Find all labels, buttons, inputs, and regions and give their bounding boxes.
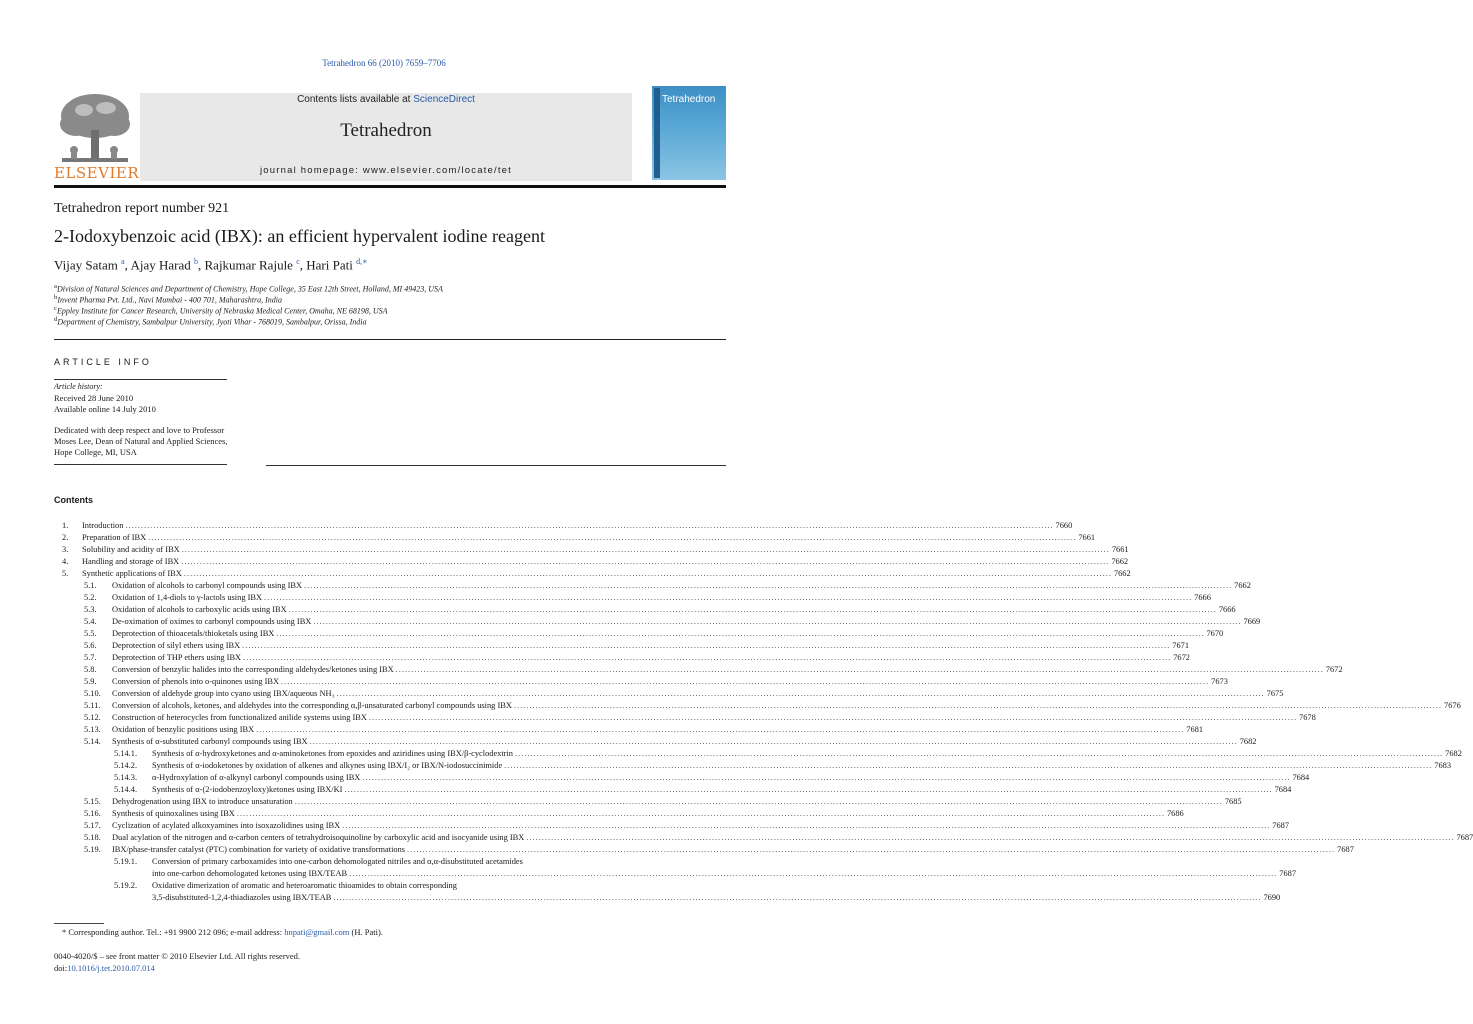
toc-entry-title-line: Conversion of primary carboxamides into one-carbon dehomologated nitriles and α,α-disubstituted acetamides [152, 857, 523, 866]
affiliation-divider [54, 339, 726, 340]
footnote-mark: * [62, 927, 67, 937]
toc-entry-number: 2. [62, 533, 69, 542]
toc-dot-leader: ............................................................................................................................................................................................................................................................................................................ [125, 521, 1054, 530]
toc-entry-number: 5.3. [84, 605, 97, 614]
article-info-heading: ARTICLE INFO [54, 357, 152, 367]
toc-entry[interactable] [54, 736, 1257, 748]
toc-entry-title: Synthesis of α-hydroxyketones and α-aminoketones from epoxides and aziridines using IBX/β-cyclodextrin [152, 749, 513, 758]
toc-entry-page: 7672 [1325, 665, 1343, 674]
toc-entry-number: 5.2. [84, 593, 97, 602]
online-date: Available online 14 July 2010 [54, 404, 156, 414]
author-affiliation-mark[interactable]: a [121, 257, 125, 266]
toc-entry[interactable] [54, 808, 1184, 820]
toc-entry-title: Oxidation of alcohols to carbonyl compounds using IBX [112, 581, 303, 590]
toc-entry[interactable] [54, 844, 1354, 856]
toc-dot-leader: ............................................................................................................................................................................................................................................................................................................ [256, 725, 1185, 734]
author-name: Vijay Satam [54, 257, 118, 273]
toc-entry-page: 7687 [1337, 845, 1354, 854]
toc-entry-page: 7670 [1206, 629, 1224, 638]
toc-entry[interactable] [54, 712, 1316, 724]
article-info-bottom-divider [54, 464, 227, 465]
toc-entry-title: Conversion of phenols into o-quinones using IBX [112, 677, 280, 686]
toc-entry-title: Dehydrogenation using IBX to introduce unsaturation [112, 797, 293, 806]
toc-entry-number: 5.14.4. [114, 785, 138, 794]
toc-entry-title: Oxidation of alcohols to carboxylic acids using IBX [112, 605, 287, 614]
toc-entry[interactable] [54, 616, 1261, 628]
toc-dot-leader: ............................................................................................................................................................................................................................................................................................................ [281, 677, 1210, 686]
toc-entry-page: 7682 [1445, 749, 1462, 758]
toc-entry-title: Synthesis of α-iodoketones by oxidation of alkenes and alkynes using IBX/I₂ or IBX/N-iodosuccinimide [152, 761, 503, 770]
toc-dot-leader: ............................................................................................................................................................................................................................................................................................................ [304, 581, 1233, 590]
toc-entry-number: 5.5. [84, 629, 97, 638]
toc-dot-leader: ............................................................................................................................................................................................................................................................................................................ [407, 845, 1336, 854]
toc-entry[interactable] [54, 556, 1129, 568]
toc-entry[interactable] [54, 796, 1242, 808]
toc-entry[interactable] [54, 748, 1462, 760]
toc-dot-leader: ............................................................................................................................................................................................................................................................................................................ [344, 785, 1273, 794]
toc-dot-leader: ............................................................................................................................................................................................................................................................................................................ [313, 617, 1242, 626]
toc-dot-leader: ............................................................................................................................................................................................................................................................................................................ [181, 545, 1110, 554]
toc-dot-leader: ............................................................................................................................................................................................................................................................................................................ [368, 713, 1298, 722]
corresponding-author-footnote: * Corresponding author. Tel.: +91 9900 212 096; e-mail address: hnpati@gmail.com (H. Pati). [62, 927, 383, 937]
toc-dot-leader: ............................................................................................................................................................................................................................................................................................................ [526, 833, 1455, 842]
toc-entry-number: 5.19.2. [114, 881, 138, 890]
author-list: Vijay Satam $^a$, Ajay Harad $^b$, Rajkumar Rajule $^c$, Hari Pati $^{d,∗}$ [54, 257, 368, 273]
issn-copyright: 0040-4020/$ – see front matter © 2010 Elsevier Ltd. All rights reserved. [54, 951, 301, 961]
toc-entry-title: α-Hydroxylation of α-alkynyl carbonyl compounds using IBX [152, 773, 361, 782]
article-history-label: Article history: [54, 382, 103, 391]
toc-entry[interactable] [54, 688, 1284, 700]
affiliation: $^d$Department of Chemistry, Sambalpur University, Jyoti Vihar - 768019, Sambalpur, Orissa, India [54, 316, 367, 327]
toc-dot-leader: ............................................................................................................................................................................................................................................................................................................ [242, 641, 1171, 650]
toc-dot-leader: ............................................................................................................................................................................................................................................................................................................ [362, 773, 1291, 782]
toc-entry-page: 7672 [1173, 653, 1190, 662]
toc-dot-leader: ............................................................................................................................................................................................................................................................................................................ [515, 749, 1444, 758]
toc-entry-page: 7690 [1263, 893, 1281, 902]
toc-entry-page: 7669 [1243, 617, 1261, 626]
author-name: Rajkumar Rajule [204, 257, 293, 273]
toc-entry-title: Deprotection of silyl ethers using IBX [112, 641, 241, 650]
toc-entry-number: 5.18. [84, 833, 101, 842]
toc-entry[interactable] [54, 640, 1190, 652]
toc-entry-number: 5.10. [84, 689, 101, 698]
toc-entry[interactable] [54, 772, 1310, 784]
author-email-link[interactable]: hnpati@gmail.com [284, 927, 350, 937]
toc-entry-page: 7685 [1224, 797, 1242, 806]
toc-entry[interactable] [54, 724, 1204, 736]
toc-entry-number: 1. [62, 521, 69, 530]
toc-entry[interactable] [54, 880, 1281, 904]
toc-entry[interactable] [54, 676, 1228, 688]
contents-availability [140, 94, 632, 105]
journal-title: Tetrahedron [340, 120, 432, 141]
toc-entry-title: Oxidation of 1,4-diols to γ-lactols using IBX [112, 593, 263, 602]
toc-entry-number: 4. [62, 557, 69, 566]
toc-entry-number: 5.6. [84, 641, 97, 650]
toc-entry[interactable] [54, 604, 1236, 616]
toc-entry-page: 7687 [1456, 833, 1473, 842]
toc-entry[interactable] [54, 544, 1129, 556]
toc-dot-leader: ............................................................................................................................................................................................................................................................................................................ [333, 893, 1262, 902]
affiliation: $^c$Eppley Institute for Cancer Research, University of Nebraska Medical Center, Omaha, NE 68198, USA [54, 305, 388, 316]
toc-dot-leader: ............................................................................................................................................................................................................................................................................................................ [236, 809, 1165, 818]
toc-entry-title: IBX/phase-transfer catalyst (PTC) combination for variety of oxidative transformations [112, 845, 406, 854]
toc-entry-page: 7682 [1239, 737, 1257, 746]
toc-entry-number: 5.12. [84, 713, 101, 722]
toc-entry-page: 7666 [1218, 605, 1236, 614]
toc-dot-leader: ............................................................................................................................................................................................................................................................................................................ [395, 665, 1324, 674]
toc-entry-number: 5.14.3. [114, 773, 138, 782]
toc-entry-title: Synthesis of quinoxalines using IBX [112, 809, 235, 818]
toc-entry-page: 7662 [1234, 581, 1251, 590]
toc-entry-number: 5.17. [84, 821, 101, 830]
toc-entry[interactable] [54, 664, 1343, 676]
journal-cover-strip [654, 88, 660, 178]
footnote-divider [54, 923, 104, 924]
toc-entry-number: 5.14.2. [114, 761, 138, 770]
toc-entry-title: into one-carbon dehomologated ketones using IBX/TEAB [152, 869, 348, 878]
received-date: Received 28 June 2010 [54, 393, 134, 403]
toc-entry-title-line: Oxidative dimerization of aromatic and heteroaromatic thioamides to obtain corresponding [152, 881, 457, 890]
journal-homepage[interactable]: journal homepage: www.elsevier.com/locate/tet [259, 165, 513, 176]
toc-entry-page: 7662 [1113, 569, 1131, 578]
toc-entry-page: 7675 [1266, 689, 1284, 698]
toc-dot-leader: ............................................................................................................................................................................................................................................................................................................ [336, 689, 1265, 698]
toc-entry-title: Handling and storage of IBX [82, 557, 180, 566]
toc-entry-page: 7661 [1111, 545, 1129, 554]
table-of-contents [54, 520, 1473, 904]
toc-entry-title: Conversion of aldehyde group into cyano using IBX/aqueous NH₃ [112, 689, 335, 698]
toc-entry-page: 7684 [1292, 773, 1310, 782]
doi-line: doi:10.1016/j.tet.2010.07.014 [54, 963, 155, 973]
toc-dot-leader: ............................................................................................................................................................................................................................................................................................................ [148, 533, 1077, 542]
toc-entry-number: 5.19. [84, 845, 101, 854]
toc-dot-leader: ............................................................................................................................................................................................................................................................................................................ [183, 569, 1112, 578]
toc-entry[interactable] [54, 856, 1297, 880]
toc-entry-title: Deprotection of THP ethers using IBX [112, 653, 242, 662]
toc-entry-page: 7661 [1078, 533, 1096, 542]
toc-dot-leader: ............................................................................................................................................................................................................................................................................................................ [309, 737, 1238, 746]
toc-entry-page: 7687 [1272, 821, 1290, 830]
toc-entry-page: 7673 [1211, 677, 1228, 686]
toc-entry-number: 5.16. [84, 809, 101, 818]
toc-entry-title: Oxidation of benzylic positions using IBX [112, 725, 255, 734]
toc-dot-leader: ............................................................................................................................................................................................................................................................................................................ [504, 761, 1433, 770]
toc-entry[interactable] [54, 628, 1224, 640]
toc-entry-page: 7660 [1055, 521, 1073, 530]
toc-entry-number: 5.13. [84, 725, 101, 734]
toc-entry-page: 7683 [1434, 761, 1452, 770]
toc-entry-page: 7686 [1166, 809, 1184, 818]
toc-entry[interactable] [54, 532, 1096, 544]
elsevier-wordmark: ELSEVIER [54, 164, 140, 182]
toc-entry-number: 5.9. [84, 677, 97, 686]
toc-dot-leader: ............................................................................................................................................................................................................................................................................................................ [349, 869, 1278, 878]
toc-entry-title: Introduction [82, 521, 124, 530]
article-info-divider [54, 379, 227, 380]
journal-citation[interactable]: Tetrahedron 66 (2010) 7659–7706 [322, 58, 446, 68]
toc-entry-number: 5.4. [84, 617, 97, 626]
toc-entry-title: Cyclization of acylated alkoxyamines into isoxazolidines using IBX [112, 821, 341, 830]
toc-entry-number: 3. [62, 545, 69, 554]
toc-entry[interactable] [54, 568, 1131, 580]
toc-dot-leader: ............................................................................................................................................................................................................................................................................................................ [264, 593, 1193, 602]
toc-dot-leader: ............................................................................................................................................................................................................................................................................................................ [294, 797, 1223, 806]
toc-entry-page: 7666 [1194, 593, 1211, 602]
author-affiliation-mark[interactable]: d,∗ [356, 257, 368, 266]
toc-entry-title: Synthetic applications of IBX [82, 569, 182, 578]
toc-entry-title: Synthesis of α-(2-iodobenzoyloxy)ketones using IBX/KI [152, 785, 343, 794]
toc-entry-page: 7671 [1172, 641, 1190, 650]
toc-entry[interactable] [54, 760, 1452, 772]
toc-entry[interactable] [54, 592, 1211, 604]
toc-dot-leader: ............................................................................................................................................................................................................................................................................................................ [276, 629, 1205, 638]
author-affiliation-mark[interactable]: b [194, 257, 198, 266]
toc-entry[interactable] [54, 520, 1073, 532]
toc-entry-page: 7678 [1299, 713, 1316, 722]
toc-dot-leader: ............................................................................................................................................................................................................................................................................................................ [288, 605, 1217, 614]
toc-entry[interactable] [54, 580, 1251, 592]
article-title: 2-Iodoxybenzoic acid (IBX): an efficient hypervalent iodine reagent [54, 226, 545, 246]
toc-entry-title: De-oximation of oximes to carbonyl compounds using IBX [112, 617, 312, 626]
abstract-divider [266, 465, 726, 466]
contents-prefix: Contents lists available at [297, 94, 414, 105]
toc-entry[interactable] [54, 784, 1292, 796]
toc-entry-page: 7676 [1444, 701, 1461, 710]
toc-entry-number: 5.1. [84, 581, 97, 590]
toc-dot-leader: ............................................................................................................................................................................................................................................................................................................ [243, 653, 1172, 662]
toc-entry-number: 5.14.1. [114, 749, 138, 758]
toc-entry-title: Preparation of IBX [82, 533, 147, 542]
toc-entry-title: Deprotection of thioacetals/thioketals using IBX [112, 629, 275, 638]
toc-entry[interactable] [54, 700, 1461, 712]
toc-entry-number: 5.19.1. [114, 857, 138, 866]
toc-entry-page: 7681 [1186, 725, 1204, 734]
toc-entry[interactable] [54, 652, 1190, 664]
header-divider [54, 185, 726, 188]
toc-entry-page: 7684 [1274, 785, 1292, 794]
toc-entry-title: Synthesis of α-substituted carbonyl compounds using IBX [112, 737, 308, 746]
toc-entry-title: Conversion of alcohols, ketones, and aldehydes into the corresponding α,β-unsaturated carbonyl compounds using IBX [112, 701, 512, 710]
toc-entry-number: 5.14. [84, 737, 101, 746]
author-name: Ajay Harad [130, 257, 191, 273]
toc-entry-title: Solubility and acidity of IBX [82, 545, 180, 554]
toc-dot-leader: ............................................................................................................................................................................................................................................................................................................ [513, 701, 1442, 710]
toc-dot-leader: ............................................................................................................................................................................................................................................................................................................ [342, 821, 1271, 830]
journal-cover-title: Tetrahedron [662, 94, 716, 105]
toc-entry[interactable] [54, 832, 1473, 844]
report-number: Tetrahedron report number 921 [54, 201, 230, 216]
toc-entry-number: 5.15. [84, 797, 101, 806]
contents-heading: Contents [54, 495, 93, 505]
dedication: Dedicated with deep respect and love to Professor Moses Lee, Dean of Natural and Applied Sciences, Hope College, MI, USA [54, 425, 228, 457]
toc-entry-title: 3,5-disubstituted-1,2,4-thiadiazoles using IBX/TEAB [152, 893, 332, 902]
affiliation: $^b$Invent Pharma Pvt. Ltd., Navi Mumbai - 400 701, Maharashtra, India [54, 294, 282, 305]
toc-dot-leader: ............................................................................................................................................................................................................................................................................................................ [181, 557, 1110, 566]
toc-entry-title: Conversion of benzylic halides into the corresponding aldehydes/ketones using IBX [112, 665, 394, 674]
doi-link[interactable]: 10.1016/j.tet.2010.07.014 [67, 963, 155, 973]
toc-entry-title: Construction of heterocycles from functionalized anilide systems using IBX [112, 713, 367, 722]
toc-entry-number: 5. [62, 569, 69, 578]
toc-entry-number: 5.8. [84, 665, 97, 674]
toc-entry-number: 5.11. [84, 701, 101, 710]
sciencedirect-link[interactable]: ScienceDirect [413, 94, 475, 105]
toc-entry-title: Dual acylation of the nitrogen and α-carbon centers of tetrahydroisoquinoline by carboxylic acid and isocyanide using IBX [112, 833, 525, 842]
author-affiliation-mark[interactable]: c [296, 257, 300, 266]
affiliation: $^a$Division of Natural Sciences and Department of Chemistry, Hope College, 35 East 12th Street, Holland, MI 49423, USA [54, 283, 443, 294]
toc-entry-page: 7662 [1111, 557, 1129, 566]
toc-entry[interactable] [54, 820, 1290, 832]
toc-entry-number: 5.7. [84, 653, 97, 662]
toc-entry-page: 7687 [1279, 869, 1297, 878]
author-name: Hari Pati [306, 257, 353, 273]
